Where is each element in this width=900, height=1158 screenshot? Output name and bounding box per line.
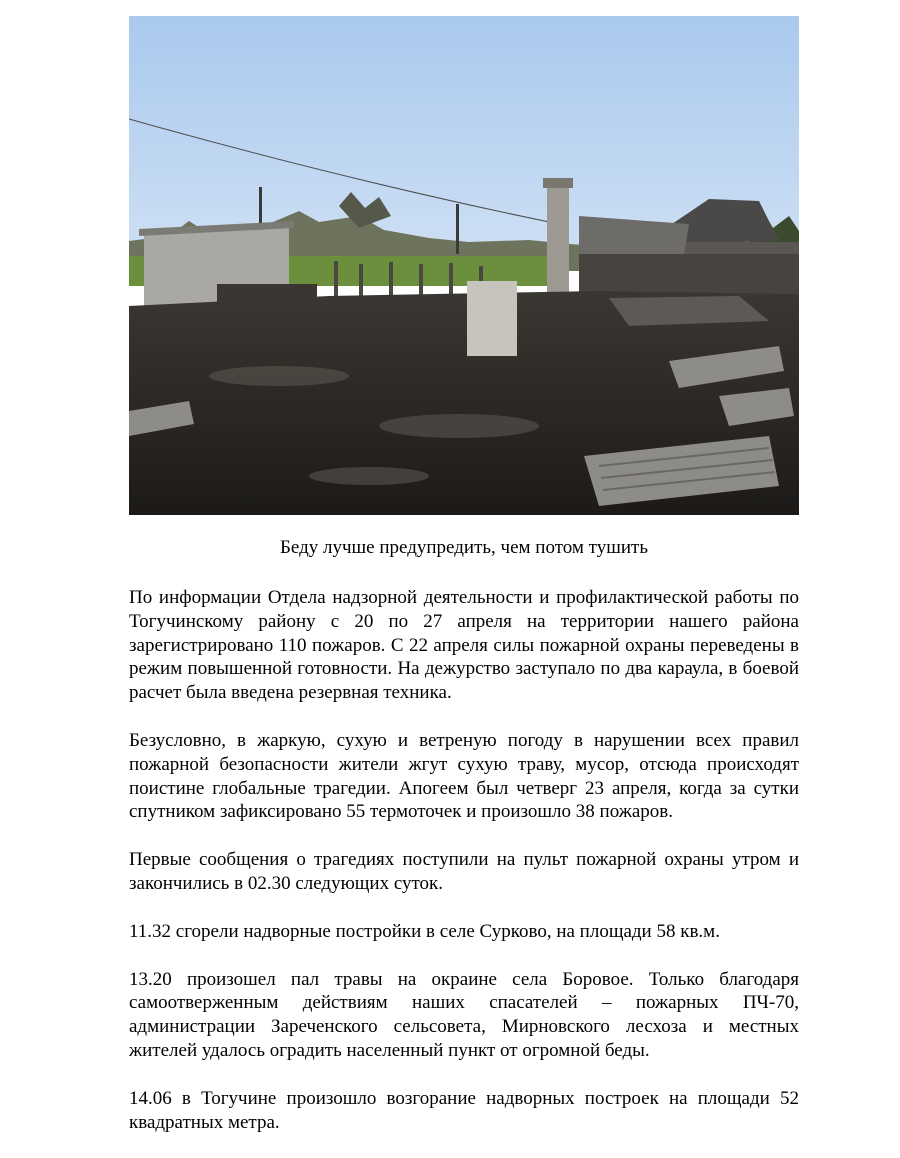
paragraph: 11.32 сгорели надворные постройки в селе Сурково, на площади 58 кв.м. — [129, 920, 720, 942]
paragraph: 13.20 произошел пал травы на окраине села Боровое. Только благодаря самоотверженным действиям наших спасателей – пожарных ПЧ-70, администрации Зареченского сельсовета, Мирновского лесхоза и местных жителей удалось оградить населенный пункт от огромной беды. — [129, 968, 799, 1061]
photo-caption: Беду лучше предупредить, чем потом тушить — [280, 537, 648, 558]
article-body — [129, 586, 799, 1158]
burnt-homestead-photo — [129, 16, 799, 515]
paragraph: 14.06 в Тогучине произошло возгорание надворных построек на площади 52 квадратных метра. — [129, 1087, 799, 1133]
paragraph: Первые сообщения о трагедиях поступили на пульт пожарной охраны утром и закончились в 02.30 следующих суток. — [129, 849, 799, 894]
paragraph: По информации Отдела надзорной деятельности и профилактической работы по Тогучинскому району с 20 по 27 апреля на территории нашего района зарегистрировано 110 пожаров. С 22 апреля силы пожарной охраны переведены в режим повышенной готовности. На дежурство заступало по два караула, в боевой расчет была введена резервная техника. — [129, 587, 799, 704]
paragraph: Безусловно, в жаркую, сухую и ветреную погоду в нарушении всех правил пожарной безопасности жители жгут сухую траву, мусор, отсюда происходят поистине глобальные трагедии. Апогеем был четверг 23 апреля, когда за сутки спутником зафиксировано 55 термоточек и произошло 38 пожаров. — [129, 729, 799, 823]
